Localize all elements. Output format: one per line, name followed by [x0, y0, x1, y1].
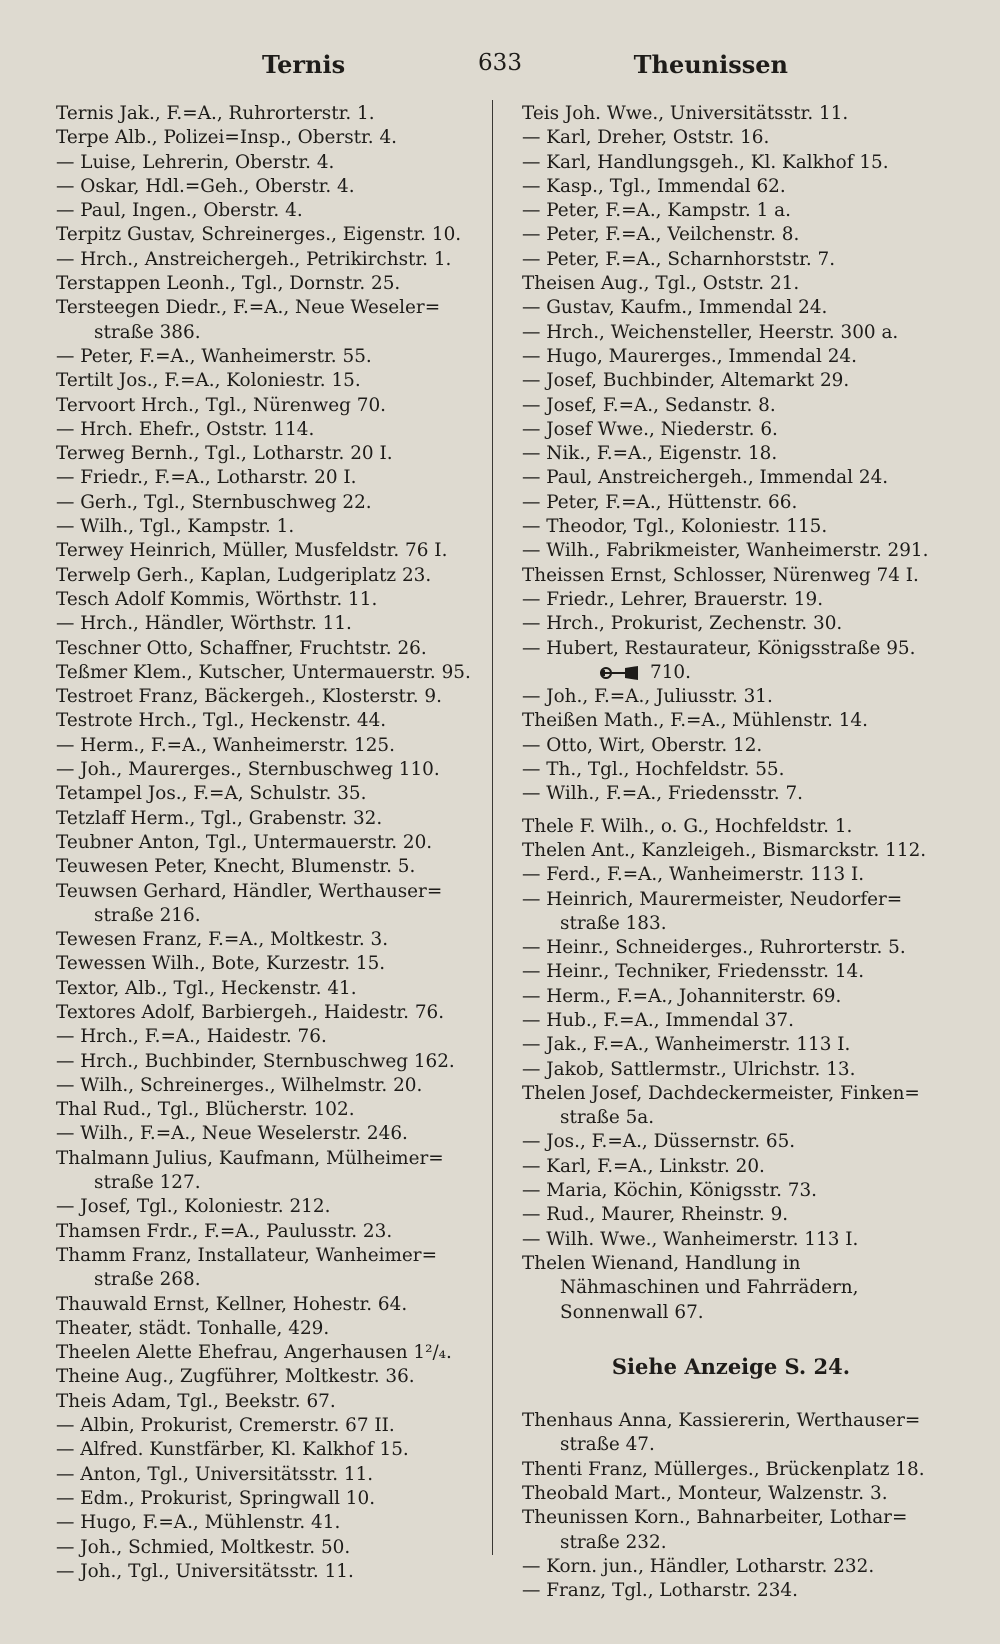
entry: — Oskar, Hdl.=Geh., Oberstr. 4.	[56, 175, 355, 197]
entry: — Wilh., Fabrikmeister, Wanheimerstr. 291.	[522, 540, 929, 562]
page-number: 633	[478, 50, 522, 76]
column-divider	[492, 100, 493, 1555]
entry: Terwey Heinrich, Müller, Musfeldstr. 76 I.	[56, 540, 448, 562]
entry: Theissen Ernst, Schlosser, Nürenweg 74 I.	[522, 564, 919, 586]
entry: — Alfred. Kunstfärber, Kl. Kalkhof 15.	[56, 1439, 409, 1461]
entry: Teubner Anton, Tgl., Untermauerstr. 20.	[56, 831, 433, 853]
entry: — Heinr., Techniker, Friedensstr. 14.	[522, 961, 865, 983]
entry: — Paul, Ingen., Oberstr. 4.	[56, 200, 303, 222]
entry: — Josef Wwe., Niederstr. 6.	[522, 418, 778, 440]
entry: — Wilh., Tgl., Kampstr. 1.	[56, 516, 295, 538]
entry: — Joh., Tgl., Universitätsstr. 11.	[56, 1560, 354, 1582]
entry: — Hrch., F.=A., Haidestr. 76.	[56, 1026, 327, 1048]
entry: — Karl, Handlungsgeh., Kl. Kalkhof 15.	[522, 151, 889, 173]
entry: Thelen Wienand, Handlung in Nähmaschinen und Fahrrädern, Sonnenwall 67.	[522, 1252, 859, 1323]
entry: — Joh., Maurerges., Sternbuschweg 110.	[56, 759, 440, 781]
entry: Thalmann Julius, Kaufmann, Mülheimer= straße 127.	[56, 1147, 444, 1194]
entry: — Anton, Tgl., Universitätsstr. 11.	[56, 1463, 374, 1485]
entry: — Josef, F.=A., Sedanstr. 8.	[522, 394, 776, 416]
entry: — Hugo, Maurerges., Immendal 24.	[522, 345, 857, 367]
entry: Tersteegen Diedr., F.=A., Neue Weseler= straße 386.	[56, 297, 441, 343]
entry: Tervoort Hrch., Tgl., Nürenweg 70.	[56, 394, 386, 416]
entry: Tesch Adolf Kommis, Wörthstr. 11.	[56, 588, 378, 610]
telephone-icon	[600, 665, 640, 681]
entry: Tertilt Jos., F.=A., Koloniestr. 15.	[56, 370, 361, 392]
entry: — Theodor, Tgl., Koloniestr. 115.	[522, 516, 828, 538]
entry: Theelen Alette Ehefrau, Angerhausen 1²/₄.	[56, 1342, 452, 1364]
header-left-keyword: Ternis	[262, 50, 346, 79]
entry: — Karl, Dreher, Oststr. 16.	[522, 127, 770, 149]
entry: — Jakob, Sattlermstr., Ulrichstr. 13.	[522, 1058, 856, 1080]
entry: — Wilh., Schreinerges., Wilhelmstr. 20.	[56, 1074, 423, 1096]
entry: Theobald Mart., Monteur, Walzenstr. 3.	[522, 1483, 888, 1505]
entry: — Hrch. Ehefr., Oststr. 114.	[56, 418, 315, 440]
entry: — Heinrich, Maurermeister, Neudorfer= straße 183.	[522, 888, 903, 934]
entry: — Albin, Prokurist, Cremerstr. 67 II.	[56, 1415, 395, 1437]
entry: Teschner Otto, Schaffner, Fruchtstr. 26.	[56, 637, 427, 659]
entry: Tewesen Franz, F.=A., Moltkestr. 3.	[56, 929, 389, 951]
entry: — Peter, F.=A., Scharnhorststr. 7.	[522, 248, 836, 270]
entry: Tetzlaff Herm., Tgl., Grabenstr. 32.	[56, 807, 383, 829]
entry: — Hrch., Weichensteller, Heerstr. 300 a.	[522, 321, 899, 343]
entry: Theis Adam, Tgl., Beekstr. 67.	[56, 1390, 336, 1412]
entry: — Korn. jun., Händler, Lotharstr. 232.	[522, 1555, 875, 1577]
spacer	[522, 807, 940, 815]
advertisement-notice: Siehe Anzeige S. 24.	[611, 1353, 851, 1379]
entry: — Gustav, Kaufm., Immendal 24.	[522, 297, 828, 319]
left-column	[56, 102, 480, 1584]
entry: Testrote Hrch., Tgl., Heckenstr. 44.	[56, 710, 387, 732]
entry: — Rud., Maurer, Rheinstr. 9.	[522, 1204, 789, 1226]
entry: — Edm., Prokurist, Springwall 10.	[56, 1487, 376, 1509]
entry: — Otto, Wirt, Oberstr. 12.	[522, 734, 763, 756]
entry: Terwelp Gerh., Kaplan, Ludgeriplatz 23.	[56, 564, 432, 586]
entry: — Peter, F.=A., Veilchenstr. 8.	[522, 224, 800, 246]
entry: — Hrch., Buchbinder, Sternbuschweg 162.	[56, 1050, 455, 1072]
entry: — Jak., F.=A., Wanheimerstr. 113 I.	[522, 1034, 851, 1056]
entry: Thenhaus Anna, Kassiererin, Werthauser= straße 47.	[522, 1410, 921, 1456]
entry: — Th., Tgl., Hochfeldstr. 55.	[522, 759, 785, 781]
entry: — Gerh., Tgl., Sternbuschweg 22.	[56, 491, 372, 513]
entry: — Joh., F.=A., Juliusstr. 31.	[522, 686, 773, 708]
page-header	[0, 50, 1000, 90]
entry: Thauwald Ernst, Kellner, Hohestr. 64.	[56, 1293, 408, 1315]
entry: — Joh., Schmied, Moltkestr. 50.	[56, 1536, 351, 1558]
entry: Theisen Aug., Tgl., Oststr. 21.	[522, 273, 800, 295]
entry: — Nik., F.=A., Eigenstr. 18.	[522, 443, 778, 465]
entry: — Peter, F.=A., Wanheimerstr. 55.	[56, 345, 372, 367]
entry: Theater, städt. Tonhalle, 429.	[56, 1317, 330, 1339]
entry: Thelen Ant., Kanzleigeh., Bismarckstr. 112.	[522, 839, 927, 861]
header-right-keyword: Theunissen	[633, 50, 788, 79]
entry: Terweg Bernh., Tgl., Lotharstr. 20 I.	[56, 443, 393, 465]
entry: Thelen Josef, Dachdeckermeister, Finken= straße 5a.	[522, 1082, 920, 1129]
entry: — Karl, F.=A., Linkstr. 20.	[522, 1155, 765, 1177]
entry: — Jos., F.=A., Düssernstr. 65.	[522, 1131, 796, 1153]
right-column	[522, 102, 940, 1604]
entry: — Hrch., Prokurist, Zechenstr. 30.	[522, 613, 843, 635]
entry: — Franz, Tgl., Lotharstr. 234.	[522, 1580, 798, 1602]
entry: — Hrch., Anstreichergeh., Petrikirchstr. 1.	[56, 248, 452, 270]
entry: Theißen Math., F.=A., Mühlenstr. 14.	[522, 710, 868, 732]
entry: Thenti Franz, Müllerges., Brückenplatz 18.	[522, 1458, 925, 1480]
entry: — Ferd., F.=A., Wanheimerstr. 113 I.	[522, 864, 865, 886]
entry: — Wilh. Wwe., Wanheimerstr. 113 I.	[522, 1228, 859, 1250]
entry: Terpe Alb., Polizei=Insp., Oberstr. 4.	[56, 127, 398, 149]
entry: Teuwsen Gerhard, Händler, Werthauser= straße 216.	[56, 880, 443, 926]
spacer	[522, 1379, 940, 1409]
entry: — Hrch., Händler, Wörthstr. 11.	[56, 613, 352, 635]
entry: — Wilh., F.=A., Friedensstr. 7.	[522, 783, 804, 805]
entry: Thal Rud., Tgl., Blücherstr. 102.	[56, 1099, 355, 1121]
entry: Theine Aug., Zugführer, Moltkestr. 36.	[56, 1366, 415, 1388]
entry: — Heinr., Schneiderges., Ruhrorterstr. 5.	[522, 937, 906, 959]
entry: Teis Joh. Wwe., Universitätsstr. 11.	[522, 103, 849, 124]
entry: — Kasp., Tgl., Immendal 62.	[522, 175, 786, 197]
entry: — Peter, F.=A., Kampstr. 1 a.	[522, 200, 791, 222]
entry: Teuwesen Peter, Knecht, Blumenstr. 5.	[56, 856, 416, 878]
entry: Teßmer Klem., Kutscher, Untermauerstr. 95.	[56, 661, 471, 683]
entry: Terstappen Leonh., Tgl., Dornstr. 25.	[56, 273, 401, 295]
entry: — Hub., F.=A., Immendal 37.	[522, 1009, 794, 1031]
entry: Thamsen Frdr., F.=A., Paulusstr. 23.	[56, 1220, 393, 1242]
entry: — Luise, Lehrerin, Oberstr. 4.	[56, 151, 335, 173]
entry: Thele F. Wilh., o. G., Hochfeldstr. 1.	[522, 815, 853, 837]
entry: Tewessen Wilh., Bote, Kurzestr. 15.	[56, 953, 386, 975]
entry: — Hubert, Restaurateur, Königsstraße 95.	[522, 637, 916, 659]
entry: Ternis Jak., F.=A., Ruhrorterstr. 1.	[56, 103, 375, 124]
entry: — Herm., F.=A., Wanheimerstr. 125.	[56, 734, 395, 756]
entry: Theunissen Korn., Bahnarbeiter, Lothar= straße 232.	[522, 1507, 908, 1553]
entry: Textores Adolf, Barbiergeh., Haidestr. 76.	[56, 1001, 445, 1023]
entry: — Paul, Anstreichergeh., Immendal 24.	[522, 467, 889, 489]
entry: — Herm., F.=A., Johanniterstr. 69.	[522, 985, 842, 1007]
entry: Testroet Franz, Bäckergeh., Klosterstr. 9.	[56, 686, 442, 708]
entry: Tetampel Jos., F.=A, Schulstr. 35.	[56, 783, 367, 805]
phone-number-line	[522, 661, 940, 685]
phone-number: 710.	[650, 661, 691, 683]
entry: — Maria, Köchin, Königsstr. 73.	[522, 1180, 818, 1202]
entry: Thamm Franz, Installateur, Wanheimer= straße 268.	[56, 1244, 437, 1291]
entry: — Peter, F.=A., Hüttenstr. 66.	[522, 491, 798, 513]
spacer	[522, 1325, 940, 1355]
entry: — Josef, Tgl., Koloniestr. 212.	[56, 1196, 331, 1218]
entry: — Friedr., F.=A., Lotharstr. 20 I.	[56, 467, 357, 489]
entry: — Hugo, F.=A., Mühlenstr. 41.	[56, 1512, 341, 1534]
entry: — Josef, Buchbinder, Altemarkt 29.	[522, 370, 850, 392]
entry: — Wilh., F.=A., Neue Weselerstr. 246.	[56, 1123, 408, 1145]
entry: Textor, Alb., Tgl., Heckenstr. 41.	[56, 977, 357, 999]
entry: Terpitz Gustav, Schreinerges., Eigenstr. 10.	[56, 224, 462, 246]
entry: — Friedr., Lehrer, Brauerstr. 19.	[522, 588, 824, 610]
